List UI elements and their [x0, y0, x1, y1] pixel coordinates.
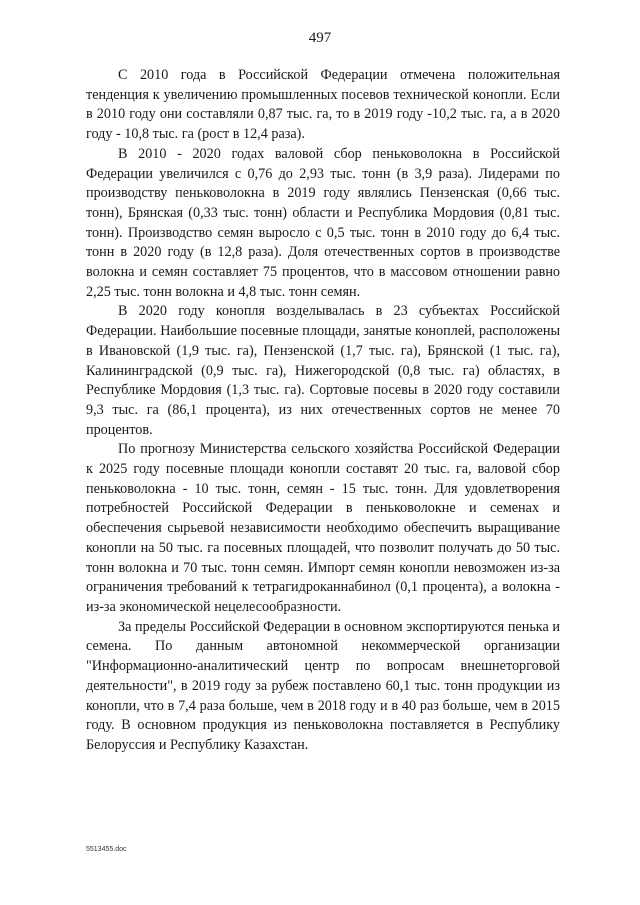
paragraph-fiber-production: В 2010 - 2020 годах валовой сбор пеньковолокна в Российской Федерации увеличился с 0,76 до 2,93 тыс. тонн (в 3,9 раза). Лидерами по производству пеньковолокна в 2019 году являлись Пензенская (0,66 тыс. тонн), Брянская (0,33 тыс. тонн) области и Республика Мордовия (0,81 тыс. тонн). Производство семян выросло с 0,5 тыс. тонн в 2010 году до 6,4 тыс. тонн в 2020 году (в 12,8 раза). Доля отечественных сортов в производстве волокна и семян составляет 75 процентов, что в массовом отношении равно 2,25 тыс. тонн волокна и 4,8 тыс. тонн семян. — [86, 145, 560, 300]
paragraph-cultivation-trend: С 2010 года в Российской Федерации отмечена положительная тенденция к увеличению промышленных посевов технической конопли. Если в 2010 году они составляли 0,87 тыс. га, то в 2019 году -10,2 тыс. га, а в 2020 году - 10,8 тыс. га (рост в 12,4 раза). — [86, 67, 560, 143]
paragraph-export: За пределы Российской Федерации в основном экспортируются пенька и семена. По данным автономной некоммерческой организации "Информационно-аналитический центр по вопросам внешнеторговой деятельности", в 2019 году за рубеж поставлено 60,1 тыс. тонн продукции из конопли, что в 7,4 раза больше, чем в 2018 году и в 40 раз больше, чем в 2015 году. В основном продукция из пеньковолокна поставляется в Республику Белоруссия и Республику Казахстан. — [86, 618, 560, 753]
page-number: 497 — [308, 30, 332, 46]
paragraph-regions: В 2020 году конопля возделывалась в 23 субъектах Российской Федерации. Наибольшие посевные площади, занятые коноплей, расположены в Ивановской (1,9 тыс. га), Пензенской (1,7 тыс. га), Брянской (1 тыс. га), Калининградской (0,9 тыс. га), Нижегородской (0,8 тыс. га) областях, в Республике Мордовия (1,3 тыс. га). Сортовые посевы в 2020 году составили 9,3 тыс. га (86,1 процента), из них отечественных сортов не менее 70 процентов. — [86, 303, 560, 438]
document-file-id: 5513455.doc — [86, 846, 127, 853]
paragraph-forecast: По прогнозу Министерства сельского хозяйства Российской Федерации к 2025 году посевные площади конопли составят 20 тыс. га, валовой сбор пеньковолокна - 10 тыс. тонн, семян - 15 тыс. тонн. Для удовлетворения потребностей Российской Федерации в пеньковолокне и семенах и обеспечения сырьевой независимости необходимо обеспечить выращивание конопли на 50 тыс. га посевных площадей, что позволит получать до 50 тыс. тонн волокна и 70 тыс. тонн семян. Импорт семян конопли невозможен из-за ограничения требований к тетрагидроканнабинол (0,1 процента), а волокна - из-за экономической нецелесообразности. — [86, 441, 560, 615]
document-body — [86, 66, 560, 756]
